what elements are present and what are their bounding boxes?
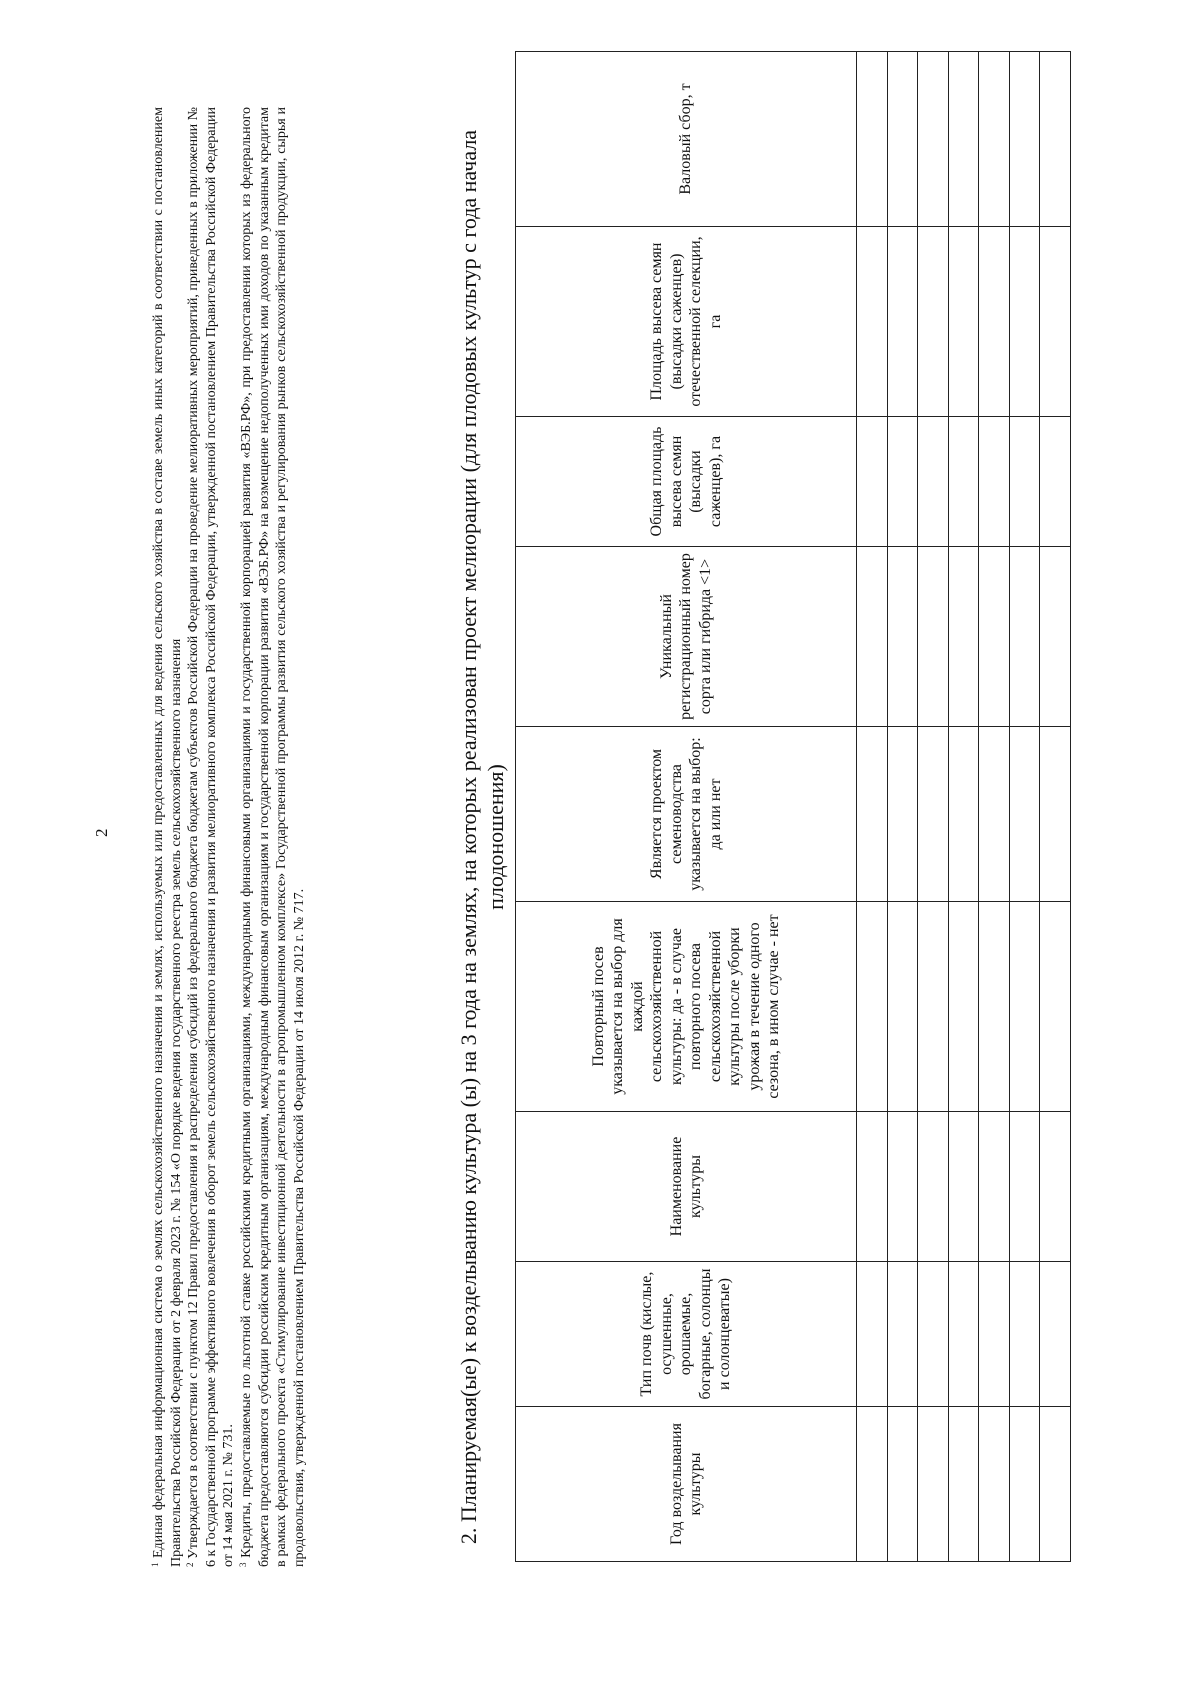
table-row (887, 52, 918, 1562)
table-cell (979, 1112, 1010, 1262)
table-cell (887, 417, 918, 547)
table-cell (948, 1407, 979, 1562)
table-cell (979, 902, 1010, 1112)
col-header-domestic-area: Площадь высева семян (высадки саженцев) отечественной селекции, га (516, 227, 857, 417)
table-cell (857, 52, 888, 227)
table-cell (918, 52, 949, 227)
footnote-marker: 2 (185, 1562, 196, 1567)
table-header-row (516, 52, 857, 1562)
section-heading: 2. Планируемая(ые) к возделыванию культура (ы) на 3 года на землях, на которых реализован проект мелиорации (для плодовых культур с года начала плодоношения) (456, 129, 508, 1545)
table-cell (1040, 727, 1071, 902)
footnote-3 (238, 107, 308, 1567)
footnote-text: Утверждается в соответствии с пунктом 12 Правил предоставления и распределения субсидий из федерального бюджета бюджетам субъектов Российской Федерации на проведение мелиоративных мероприятий, приведенных в приложении № 6 к Государственной программе эффективного вовлечения в оборот земель сельскохозяйственного назначения и развития мелиоративного комплекса Российской Федерации, утвержденной постановлением Правительства Российской Федерации от 14 мая 2021 г. № 731. (186, 107, 237, 1567)
table-row (1009, 52, 1040, 1562)
table-cell (948, 1112, 979, 1262)
table-cell (948, 547, 979, 727)
table-cell (857, 1262, 888, 1407)
table-cell (1040, 227, 1071, 417)
table-cell (857, 1112, 888, 1262)
table-cell (857, 547, 888, 727)
col-header-gross-harvest: Валовый сбор, т (516, 52, 857, 227)
table-cell (1009, 417, 1040, 547)
table-cell (1009, 547, 1040, 727)
table-cell (918, 227, 949, 417)
table-cell (857, 902, 888, 1112)
table-cell (887, 727, 918, 902)
table-cell (1040, 547, 1071, 727)
table-cell (918, 1262, 949, 1407)
table-cell (948, 1262, 979, 1407)
footnote-1 (150, 107, 185, 1567)
col-header-year: Год возделывания культуры (516, 1407, 857, 1562)
table-cell (1009, 52, 1040, 227)
table-cell (887, 547, 918, 727)
table-cell (1009, 1407, 1040, 1562)
table-cell (1009, 902, 1040, 1112)
table-cell (979, 52, 1010, 227)
table-cell (1040, 52, 1071, 227)
table-cell (1009, 227, 1040, 417)
table-cell (1040, 1262, 1071, 1407)
table-row (918, 52, 949, 1562)
footnotes-block (150, 107, 308, 1567)
table-cell (887, 902, 918, 1112)
table-cell (887, 1112, 918, 1262)
table-cell (918, 1112, 949, 1262)
table-row (948, 52, 979, 1562)
table-cell (918, 1407, 949, 1562)
col-header-repeat-sowing: Повторный посев указывается на выбор для каждой сельскохозяйственной культуры: да - в случае повторного посева сельскохозяйственной культуры после уборки урожая в течение одного сезона, в ином случае - нет (516, 902, 857, 1112)
col-header-registration-number: Уникальный регистрационный номер сорта или гибрида <1> (516, 547, 857, 727)
table-cell (857, 417, 888, 547)
table-cell (979, 547, 1010, 727)
footnote-marker: 3 (237, 1562, 248, 1567)
table-cell (979, 227, 1010, 417)
table-cell (1040, 1112, 1071, 1262)
footnote-2 (185, 107, 238, 1567)
footnote-text: Кредиты, предоставляемые по льготной ставке российскими кредитными организациями, международными финансовыми организациями и государственной корпорацией развития «ВЭБ.РФ», при предоставлении которых из федерального бюджета предоставляются субсидии российским кредитным организациям, международным финансовым организациям и государственной корпорации развития «ВЭБ.РФ» на возмещение недополученных ими доходов по указанным кредитам в рамках федерального проекта «Стимулирование инвестиционной деятельности в агропромышленном комплексе» Государственной программы развития сельского хозяйства и регулирования рынков сельскохозяйственной продукции, сырья и продовольствия, утвержденной постановлением Правительства Российской Федерации от 14 июля 2012 г. № 717. (238, 107, 307, 1567)
table-cell (979, 1407, 1010, 1562)
table-cell (1009, 727, 1040, 902)
footnote-text: Единая федеральная информационная система о землях сельскохозяйственного назначения и землях, используемых или предоставленных для ведения сельского хозяйства в составе земель иных категорий в соответствии с постановлением Правительства Российской Федерации от 2 февраля 2023 г. № 154 «О порядке ведения государственного реестра земель сельскохозяйственного назначения (151, 107, 184, 1567)
table-cell (948, 417, 979, 547)
table-cell (948, 227, 979, 417)
table-cell (948, 902, 979, 1112)
table-cell (948, 727, 979, 902)
table-cell (918, 547, 949, 727)
table-cell (857, 1407, 888, 1562)
col-header-total-area: Общая площадь высева семян (высадки саженцев), га (516, 417, 857, 547)
table-cell (887, 1262, 918, 1407)
col-header-crop-name: Наименование культуры (516, 1112, 857, 1262)
table-cell (918, 417, 949, 547)
table-cell (948, 52, 979, 227)
table-cell (1009, 1262, 1040, 1407)
footnote-marker: 1 (150, 1562, 160, 1567)
table-cell (887, 1407, 918, 1562)
table-row (1040, 52, 1071, 1562)
table-cell (1040, 902, 1071, 1112)
crop-plan-table (515, 51, 1071, 1562)
table-cell (979, 727, 1010, 902)
col-header-soil-type: Тип почв (кислые, осушенные, орошаемые, богарные, солонцы и солонцеватые) (516, 1262, 857, 1407)
table-row (857, 52, 888, 1562)
table-cell (1040, 417, 1071, 547)
page-number: 2 (92, 828, 111, 837)
table-cell (918, 902, 949, 1112)
table-cell (1040, 1407, 1071, 1562)
table-cell (857, 727, 888, 902)
table-cell (887, 52, 918, 227)
table-cell (979, 417, 1010, 547)
table-body (857, 52, 1071, 1562)
table-cell (918, 727, 949, 902)
table-row (979, 52, 1010, 1562)
col-header-seed-project: Является проектом семеноводства указывается на выбор: да или нет (516, 727, 857, 902)
table-cell (857, 227, 888, 417)
table-cell (887, 227, 918, 417)
table-cell (1009, 1112, 1040, 1262)
table-cell (979, 1262, 1010, 1407)
